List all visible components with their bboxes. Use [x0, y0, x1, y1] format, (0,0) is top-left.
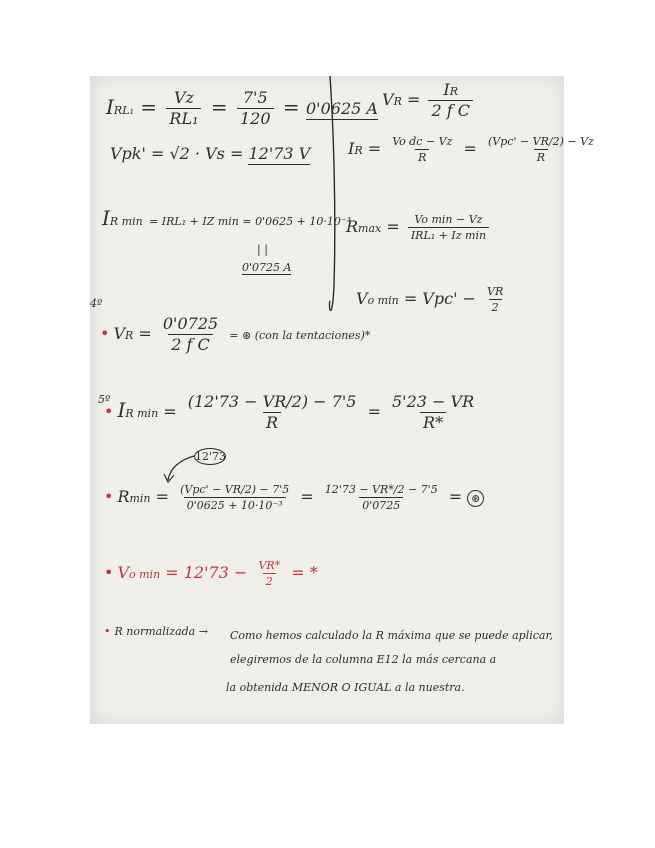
vr-step4-equation: • VR = $\frac{0'0725}{\text{2 f C}}$ = ⊛ (con la tentaciones)* — [100, 314, 371, 354]
vpk-equation: Vpk' = √2 · Vs = 12'73 V — [110, 144, 311, 163]
irmin-equation: IR min = IRL₁ + IZ min = 0'0625 + 10·10⁻³ — [102, 206, 352, 230]
irl1-equation: IRL₁ = $\frac{Vz}{\text{RL₁}}$ = $\frac{7'5}{120}$ = 0'0625 A — [106, 88, 378, 128]
note-line-2: elegiremos de la columna E12 la más cercana a — [230, 653, 497, 666]
ir-equation: IR = $\frac{\text{Vo dc − Vz}}{R}$ = $\frac{\text{(Vpc' − VR/2) − Vz}}{R}$ — [348, 135, 594, 164]
vr-equation: VR = $\frac{IR}{\text{2 f C}}$ — [382, 82, 476, 119]
step5-marker: 5º — [98, 393, 111, 406]
irmin-step5-equation: • IR min = $\frac{(12'73 - VR/2) - 7'5}{R}$ = $\frac{5'23 - VR}{R*}$ — [104, 392, 475, 432]
vomin-step5-equation: • Vo min = 12'73 − $\frac{VR*}{2}$ = * — [104, 559, 318, 588]
notebook-page — [90, 76, 594, 724]
rmax-equation: Rmax = $\frac{\text{Vo min − Vz}}{\text{IRL₁ + Iz min}}$ — [346, 214, 492, 241]
annotation-1273: 12'73 — [195, 450, 227, 463]
irmin-result: 0'0725 A — [242, 261, 292, 274]
rmin-equation: • Rmin = $\frac{\text{(Vpc' − VR/2) − 7'5}}{\text{0'0625 + 10·10⁻³}}$ = $\frac{12'73 - VR*/2 - 7'5}{0'0725}$ = ⊛ — [104, 484, 484, 511]
normalized-r-label: • R normalizada → — [104, 625, 208, 638]
vomin-equation: Vo min = Vpc' − $\frac{VR}{2}$ — [356, 285, 504, 314]
irmin-parallel-mark: | | — [257, 243, 268, 256]
note-line-1: Como hemos calculado la R máxima que se puede aplicar, — [230, 629, 554, 642]
note-line-3: la obtenida MENOR O IGUAL a la nuestra. — [226, 681, 465, 694]
step4-marker: 4º — [90, 297, 103, 310]
